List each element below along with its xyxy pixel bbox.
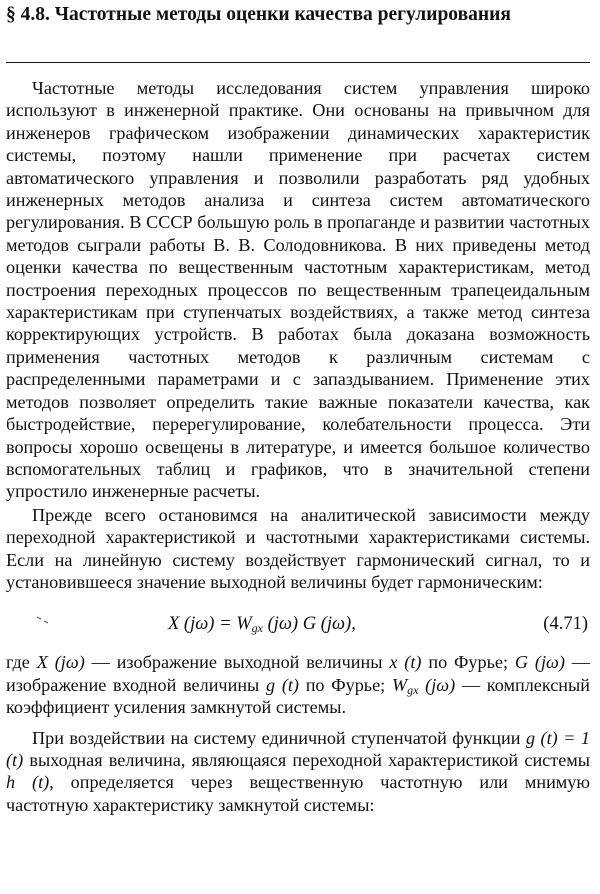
step-text-3: , определяется через вещественную частотную или мнимую частотную характеристику замкнутой системы: — [6, 772, 590, 815]
paragraph-harmonic: Прежде всего остановимся на аналитической зависимости между переходной характеристикой и частотными характеристиками системы. Если на линейную систему воздействует гармонический сигнал, то и установившееся значение выходной величины будет гармоническим: — [6, 504, 590, 592]
body-text — [6, 77, 590, 816]
def-x-image: X (jω) — [36, 652, 85, 673]
equation-lhs: X (jω) = — [168, 614, 237, 635]
step-function: g (t) = 1 (t) — [6, 727, 590, 770]
def-w-symbol: W — [391, 674, 408, 695]
transient-h-t: h (t) — [6, 772, 50, 793]
def-w-subscript: gx — [407, 682, 419, 697]
def-text-2: — изображение выходной величины — [84, 652, 390, 673]
equation-w-symbol: W — [236, 614, 252, 635]
equation-4-71 — [6, 601, 590, 645]
step-text-2: выходная величина, являющаяся переходной характеристикой системы — [23, 749, 590, 770]
equation-rhs: (jω) G (jω), — [262, 614, 356, 635]
def-text-5: по Фурье; — [298, 674, 392, 695]
paragraph-intro: Частотные методы исследования систем управления широко используют в инженерной практике. Они основаны на привычном для инженеров графическом изображении динамических характеристик системы, поэтому нашли применение при расчетах систем автоматического управления и позволили разработать ряд удобных инженерных методов анализа и синтеза систем автоматического регулирования. В СССР большую роль в пропаганде и развитии частотных методов сыграли работы В. В. Солодовникова. В них приведены метод оценки качества по вещественным частотным характеристикам, метод построения переходных процессов по вещественным трапецеидальным характеристикам при ступенчатых воздействиях, а также метод синтеза корректирующих устройств. В работах была доказана возможность применения частотных методов к различным системам с распределенными параметрами и с запаздыванием. Применение этих методов позволяет определить такие важные показатели качества, как быстродействие, перерегулирование, колебательности процесса. Эти вопросы хорошо освещены в литературе, и имеется большое количество вспомогательных таблиц и графиков, что в значительной степени упростило инженерные расчеты. — [6, 78, 590, 502]
def-g-t: g (t) — [266, 674, 299, 695]
def-x-t: x (t) — [389, 652, 422, 673]
def-text-4: — изображение входной величины — [6, 652, 590, 695]
equation-expression — [168, 613, 356, 635]
paragraph-step-response — [6, 727, 590, 817]
def-text-1: где — [6, 652, 37, 673]
heading-rule — [6, 62, 590, 63]
def-text-3: по Фурье; — [421, 652, 515, 673]
def-w-arg: (jω) — [418, 674, 456, 695]
equation-number: (4.71) — [543, 614, 588, 635]
equation-w-subscript: gx — [251, 621, 263, 636]
section-heading: § 4.8. Частотные методы оценки качества регулирования — [6, 4, 511, 25]
stray-pen-mark — [36, 615, 54, 625]
step-text-1: При воздействии на систему единичной ступенчатой функции — [32, 727, 526, 748]
def-text-6: — комплексный коэффициент усиления замкнутой системы. — [6, 674, 590, 718]
def-g-image: G (jω) — [514, 652, 565, 673]
paragraph-definitions — [6, 651, 590, 718]
